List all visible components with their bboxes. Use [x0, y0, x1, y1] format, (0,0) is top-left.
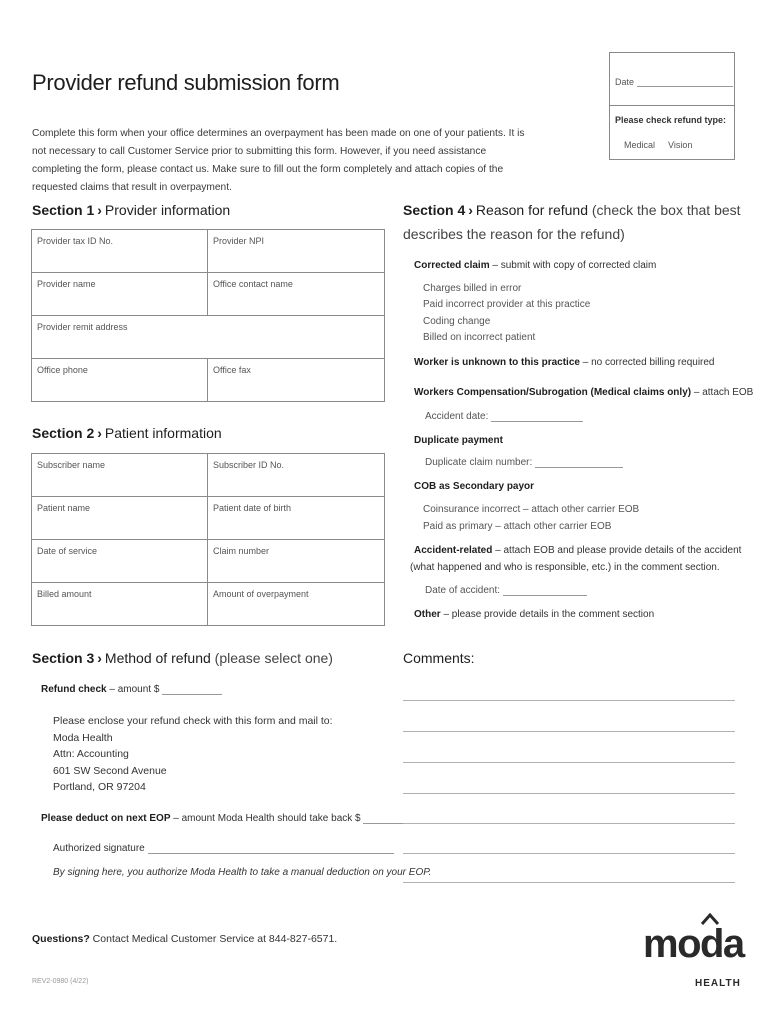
cob-item-primary[interactable]: Paid as primary – attach other carrier EOB: [423, 521, 612, 532]
logo-subtext: HEALTH: [695, 978, 741, 989]
corrected-item-coding[interactable]: Coding change: [423, 316, 491, 327]
address-line: 601 SW Second Avenue: [53, 764, 167, 777]
section2-heading: [32, 425, 222, 441]
accident-date-field[interactable]: Accident date:: [425, 411, 583, 422]
reason-cob-secondary[interactable]: COB as Secondary payor: [414, 481, 535, 492]
provider-tax-id-field[interactable]: Provider tax ID No.: [32, 230, 208, 273]
refund-type-vision[interactable]: Vision: [668, 140, 693, 150]
date-field[interactable]: [615, 77, 733, 87]
section2-number: Section 2: [32, 425, 95, 441]
reason-accident-related[interactable]: Accident-related – attach EOB and please provide details of the accident: [414, 545, 742, 556]
date-box-divider: [610, 105, 734, 106]
authorized-signature-label: Authorized signature: [53, 843, 145, 854]
section4-number: Section 4: [403, 202, 466, 218]
mailing-instructions: [53, 713, 333, 796]
questions-contact: Questions? Contact Medical Customer Service at 844-827-6571.: [32, 933, 338, 945]
corrected-item-provider[interactable]: Paid incorrect provider at this practice: [423, 299, 591, 310]
address-line: Moda Health: [53, 731, 113, 744]
patient-dob-field[interactable]: Patient date of birth: [208, 497, 385, 540]
subscriber-id-field[interactable]: Subscriber ID No.: [208, 454, 385, 497]
section1-number: Section 1: [32, 202, 95, 218]
authorized-signature-field[interactable]: [53, 843, 385, 854]
chevron-right-icon: ›: [97, 425, 102, 441]
section4-heading: [403, 202, 741, 218]
address-line: Portland, OR 97204: [53, 781, 146, 793]
office-fax-field[interactable]: Office fax: [208, 359, 385, 402]
provider-name-field[interactable]: Provider name: [32, 273, 208, 316]
section1-heading: [32, 202, 230, 218]
reason-other[interactable]: Other – please provide details in the comment section: [414, 609, 655, 620]
authorization-note: By signing here, you authorize Moda Health to take a manual deduction on your EOP.: [53, 867, 432, 878]
logo-word: moda: [643, 922, 744, 966]
office-phone-field[interactable]: Office phone: [32, 359, 208, 402]
corrected-item-patient[interactable]: Billed on incorrect patient: [423, 332, 536, 343]
accident-related-detail: (what happened and who is responsible, etc.) in the comment section.: [410, 562, 720, 573]
refund-check-amount-line[interactable]: [162, 694, 222, 695]
deduct-eop-label: Please deduct on next EOP: [41, 813, 171, 824]
subscriber-name-field[interactable]: Subscriber name: [32, 454, 208, 497]
provider-remit-address-field[interactable]: Provider remit address: [32, 316, 385, 359]
refund-type-medical[interactable]: Medical: [624, 140, 656, 150]
chevron-right-icon: ›: [97, 650, 102, 666]
refund-check-label: Refund check: [41, 684, 107, 695]
enclose-text: Please enclose your refund check with this form and mail to:: [53, 715, 333, 727]
comment-line[interactable]: [403, 793, 735, 794]
address-line: Attn: Accounting: [53, 748, 129, 760]
comment-line[interactable]: [403, 823, 735, 824]
section3-note: (please select one): [214, 650, 333, 666]
comment-line[interactable]: [403, 882, 735, 883]
duplicate-claim-line[interactable]: [535, 467, 623, 468]
date-of-accident-line[interactable]: [503, 595, 587, 596]
cob-item-coinsurance[interactable]: Coinsurance incorrect – attach other carrier EOB: [423, 504, 640, 515]
patient-name-field[interactable]: Patient name: [32, 497, 208, 540]
refund-check-amount-label: – amount $: [106, 684, 160, 695]
accident-date-line[interactable]: [491, 421, 583, 422]
intro-text: Complete this form when your office determines an overpayment has been made on one of your patients. It is not necessary to call Customer Service prior to submitting this form. However, if you need assistance completing the form, please contact us. Make sure to fill out the form completely and attach copies of the requested claims that result in overpayment.: [32, 128, 525, 193]
section4-note-1: (check the box that best: [591, 202, 741, 218]
refund-type-label: Please check refund type:: [615, 115, 727, 125]
date-of-service-field[interactable]: Date of service: [32, 540, 208, 583]
reason-workers-comp[interactable]: Workers Compensation/Subrogation (Medical claims only) – attach EOB: [414, 387, 754, 398]
reason-worker-unknown[interactable]: Worker is unknown to this practice – no corrected billing required: [414, 357, 715, 368]
comment-line[interactable]: [403, 853, 735, 854]
comment-line[interactable]: [403, 762, 735, 763]
chevron-right-icon: ›: [468, 202, 473, 218]
billed-amount-field[interactable]: Billed amount: [32, 583, 208, 626]
moda-health-logo: [640, 910, 744, 995]
overpayment-amount-field[interactable]: Amount of overpayment: [208, 583, 385, 626]
chevron-right-icon: ›: [97, 202, 102, 218]
section4-title: Reason for refund: [475, 202, 588, 218]
revision-code: REV2-0980 (4/22): [32, 978, 89, 985]
patient-info-table: [31, 453, 385, 626]
reason-duplicate-payment[interactable]: Duplicate payment: [414, 435, 503, 446]
claim-number-field[interactable]: Claim number: [208, 540, 385, 583]
comments-label: Comments:: [403, 650, 475, 666]
provider-npi-field[interactable]: Provider NPI: [208, 230, 385, 273]
comment-line[interactable]: [403, 731, 735, 732]
section2-title: Patient information: [104, 425, 222, 441]
section3-title: Method of refund: [104, 650, 211, 666]
provider-info-table: [31, 229, 385, 402]
section4-note-2: describes the reason for the refund): [403, 226, 625, 242]
date-of-accident-field[interactable]: Date of accident:: [425, 585, 587, 596]
deduct-eop-option[interactable]: [41, 813, 423, 824]
date-line[interactable]: [637, 86, 733, 87]
section3-heading: [32, 650, 333, 666]
corrected-item-charges[interactable]: Charges billed in error: [423, 283, 522, 294]
section1-title: Provider information: [104, 202, 231, 218]
reason-corrected-claim[interactable]: Corrected claim – submit with copy of corrected claim: [414, 260, 657, 271]
date-label: Date: [615, 77, 635, 87]
refund-check-option[interactable]: [41, 684, 222, 695]
signature-line[interactable]: [148, 853, 394, 854]
duplicate-claim-field[interactable]: Duplicate claim number:: [425, 457, 623, 468]
section3-number: Section 3: [32, 650, 95, 666]
date-refund-type-box: [609, 52, 735, 160]
office-contact-field[interactable]: Office contact name: [208, 273, 385, 316]
deduct-eop-amount-label: – amount Moda Health should take back $: [170, 813, 361, 824]
comment-line[interactable]: [403, 700, 735, 701]
page-title: Provider refund submission form: [32, 70, 340, 95]
